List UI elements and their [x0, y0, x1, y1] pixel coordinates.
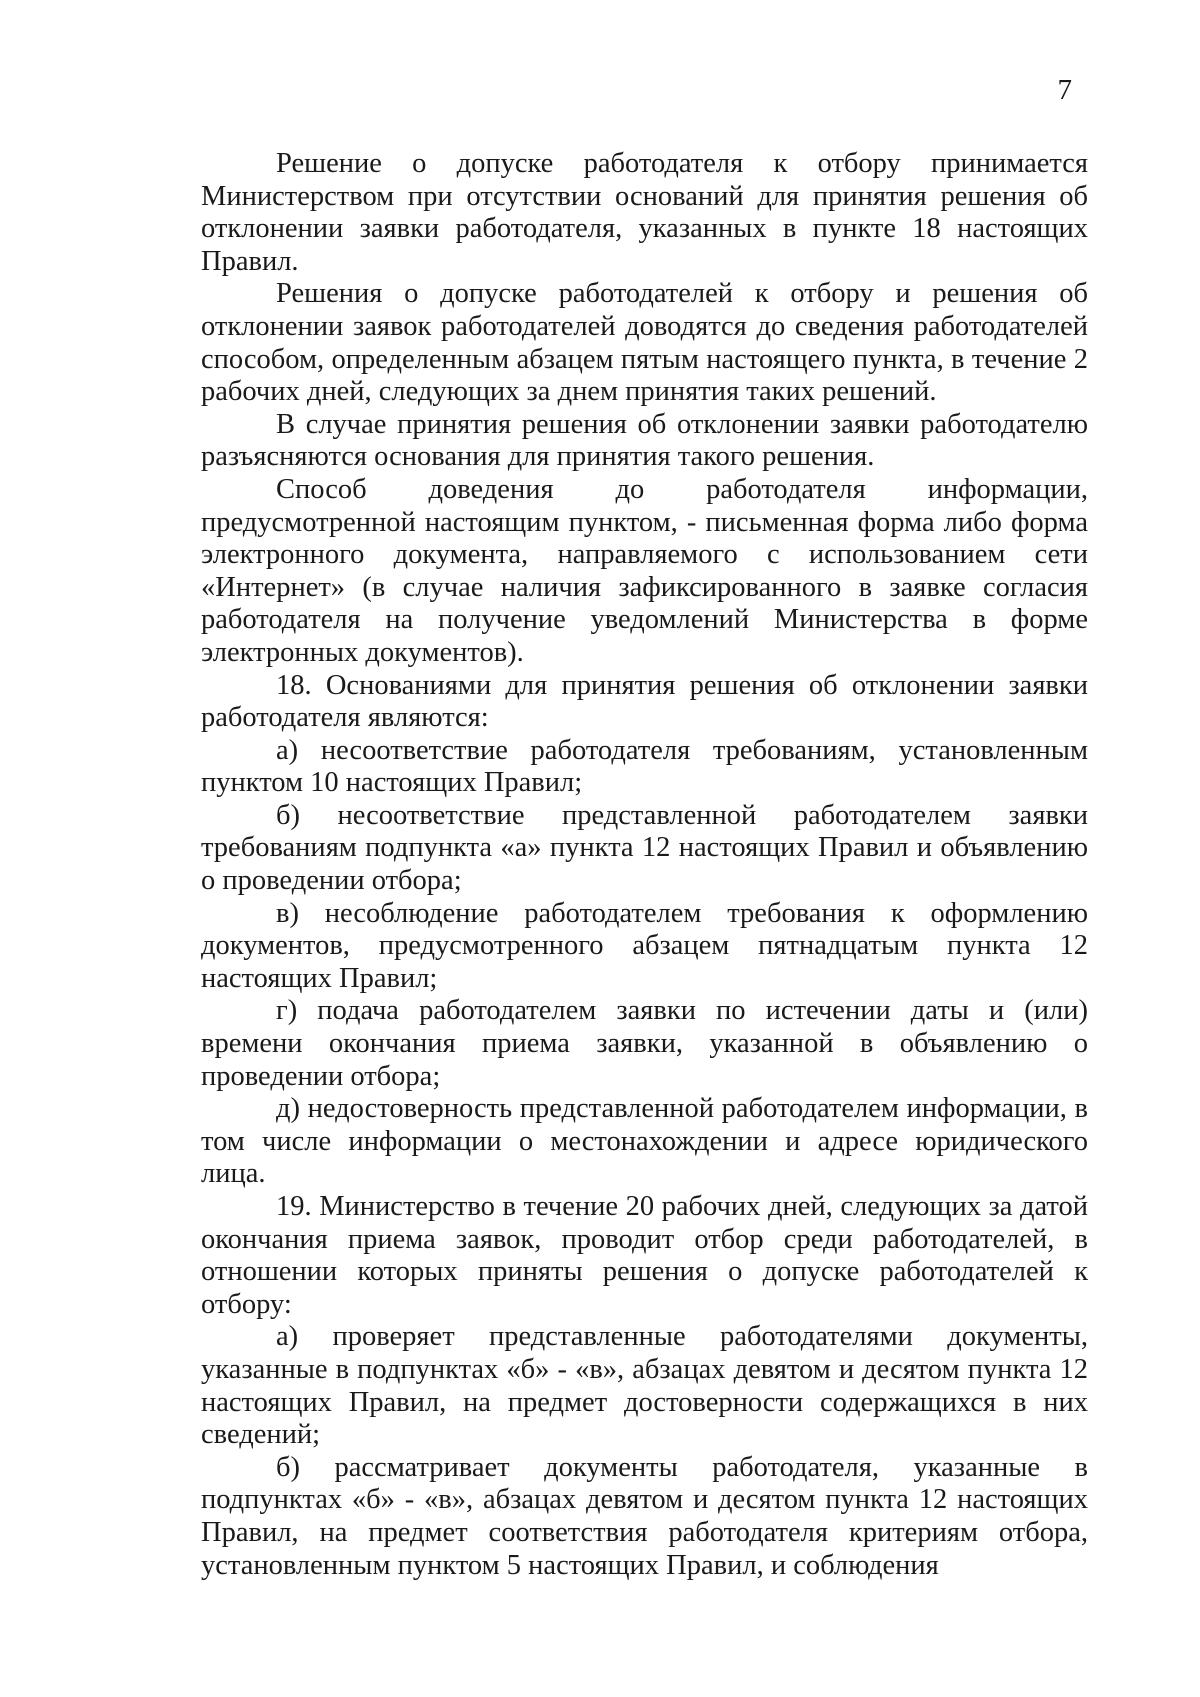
document-body [201, 148, 1088, 1582]
paragraph: Способ доведения до работодателя информации, предусмотренной настоящим пунктом, - письменная форма либо форма электронного документа, направляемого с использованием сети «Интернет» (в случае наличия зафиксированного в заявке согласия работодателя на получение уведомлений Министерства в форме электронных документов). [201, 473, 1088, 668]
page-number: 7 [1057, 74, 1072, 106]
paragraph: г) подача работодателем заявки по истечении даты и (или) времени окончания приема заявки, указанной в объявлению о проведении отбора; [201, 995, 1088, 1092]
paragraph: а) проверяет представленные работодателями документы, указанные в подпунктах «б» - «в», абзацах девятом и десятом пункта 12 настоящих Правил, на предмет достоверности содержащихся в них сведений; [201, 1321, 1088, 1451]
paragraph: Решения о допуске работодателей к отбору и решения об отклонении заявок работодателей доводятся до сведения работодателей способом, определенным абзацем пятым настоящего пункта, в течение 2 рабочих дней, следующих за днем принятия таких решений. [201, 278, 1088, 408]
paragraph: д) недостоверность представленной работодателем информации, в том числе информации о местонахождении и адресе юридического лица. [201, 1093, 1088, 1190]
paragraph: 18. Основаниями для принятия решения об отклонении заявки работодателя являются: [201, 669, 1088, 734]
paragraph: В случае принятия решения об отклонении заявки работодателю разъясняются основания для принятия такого решения. [201, 408, 1088, 473]
paragraph: в) несоблюдение работодателем требования к оформлению документов, предусмотренного абзацем пятнадцатым пункта 12 настоящих Правил; [201, 897, 1088, 994]
paragraph: б) несоответствие представленной работодателем заявки требованиям подпункта «а» пункта 12 настоящих Правил и объявлению о проведении отбора; [201, 799, 1088, 897]
paragraph: Решение о допуске работодателя к отбору принимается Министерством при отсутствии оснований для принятия решения об отклонении заявки работодателя, указанных в пункте 18 настоящих Правил. [201, 148, 1088, 277]
paragraph: а) несоответствие работодателя требованиям, установленным пунктом 10 настоящих Правил; [201, 734, 1088, 799]
paragraph: 19. Министерство в течение 20 рабочих дней, следующих за датой окончания приема заявок, проводит отбор среди работодателей, в отношении которых приняты решения о допуске работодателей к отбору: [201, 1191, 1088, 1320]
paragraph: б) рассматривает документы работодателя, указанные в подпунктах «б» - «в», абзацах девятом и десятом пункта 12 настоящих Правил, на предмет соответствия работодателя критериям отбора, установленным пунктом 5 настоящих Правил, и соблюдения [201, 1451, 1088, 1581]
